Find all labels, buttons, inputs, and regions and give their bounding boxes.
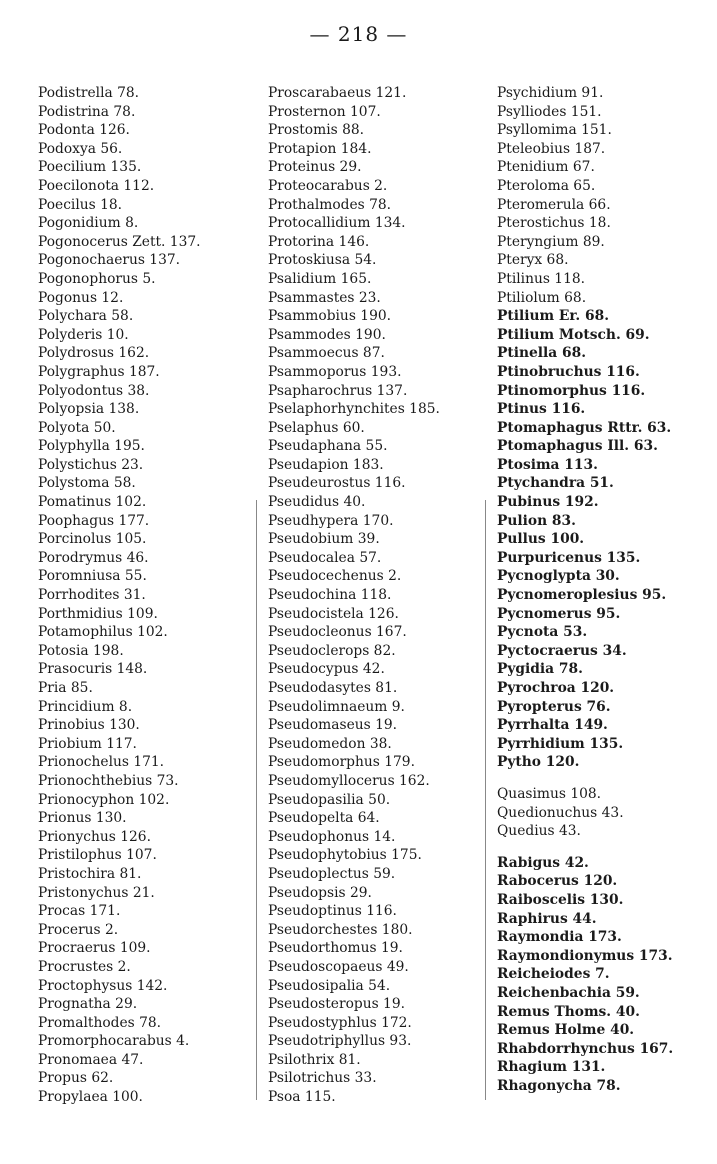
index-entry: Pronomaea 47.	[38, 1051, 144, 1068]
section-gap	[497, 841, 673, 854]
index-entry: Pseudomyllocerus 162.	[268, 772, 430, 789]
index-entry: Pseudoptinus 116.	[268, 903, 397, 920]
index-entry: Protapion 184.	[268, 140, 372, 157]
index-entry: Pteryngium 89.	[497, 233, 605, 250]
index-entry: Pseudoscopaeus 49.	[268, 958, 409, 975]
index-entry: Pseudochina 118.	[268, 587, 392, 604]
index-entry: Pselaphorhynchites 185.	[268, 401, 440, 418]
index-entry: Ptychandra 51.	[497, 475, 614, 492]
index-entry: Quasimus 108.	[497, 785, 602, 802]
index-entry: Promorphocarabus 4.	[38, 1033, 190, 1050]
index-entry: Porcinolus 105.	[38, 531, 147, 548]
index-entry: Prionocyphon 102.	[38, 791, 170, 808]
index-entry: Pulion 83.	[497, 512, 576, 529]
index-entry: Rhagonycha 78.	[497, 1077, 621, 1094]
index-entry: Pyrrhidium 135.	[497, 735, 624, 752]
index-entry: Ptinobruchus 116.	[497, 363, 640, 380]
index-entry: Pseudeurostus 116.	[268, 475, 406, 492]
index-entry: Pogonophorus 5.	[38, 270, 156, 287]
index-entry: Podistrella 78.	[38, 85, 140, 101]
index-entry: Ptilinus 118.	[497, 270, 586, 287]
index-entry: Polydrosus 162.	[38, 345, 150, 362]
index-entry: Polyopsia 138.	[38, 401, 140, 418]
index-entry: Podistrina 78.	[38, 103, 136, 120]
index-column-3	[497, 84, 673, 1095]
index-entry: Princidium 8.	[38, 698, 133, 715]
index-entry: Psammastes 23.	[268, 289, 381, 306]
index-entry: Pristonychus 21.	[38, 884, 155, 901]
index-entry: Pseudosipalia 54.	[268, 977, 391, 994]
index-entry: Psychidium 91.	[497, 85, 604, 101]
index-entry: Pristilophus 107.	[38, 847, 157, 864]
index-entry: Pseudosteropus 19.	[268, 996, 405, 1013]
index-entry: Propylaea 100.	[38, 1089, 143, 1106]
index-entry: Pseudocleonus 167.	[268, 624, 407, 641]
index-entry: Rhabdorrhynchus 167.	[497, 1040, 674, 1057]
index-entry: Priobium 117.	[38, 735, 137, 752]
index-entry: Pseudomaseus 19.	[268, 717, 398, 734]
index-entry: Pseudomedon 38.	[268, 735, 392, 752]
index-entry: Prionus 130.	[38, 810, 127, 827]
index-entry: Psalidium 165.	[268, 270, 372, 287]
index-entry: Pteryx 68.	[497, 252, 569, 269]
index-entry: Pseudocistela 126.	[268, 605, 399, 622]
index-entry: Quedius 43.	[497, 823, 581, 840]
index-entry: Rabocerus 120.	[497, 873, 618, 890]
index-entry: Quedionuchus 43.	[497, 804, 624, 821]
index-entry: Promalthodes 78.	[38, 1014, 162, 1031]
index-entry: Pseudopelta 64.	[268, 810, 380, 827]
index-entry: Polyota 50.	[38, 419, 116, 436]
index-entry: Pycnomeroplesius 95.	[497, 587, 667, 604]
index-entry: Prosternon 107.	[268, 103, 381, 120]
index-entry: Pteromerula 66.	[497, 196, 611, 213]
index-entry: Porodrymus 46.	[38, 549, 149, 566]
index-entry: Pteroloma 65.	[497, 177, 596, 194]
index-entry: Proteinus 29.	[268, 159, 362, 176]
index-entry: Ptinus 116.	[497, 401, 586, 418]
column-divider	[485, 500, 486, 1100]
index-entry: Pogonochaerus 137.	[38, 252, 181, 269]
index-entry: Pseudocechenus 2.	[268, 568, 402, 585]
index-entry: Pristochira 81.	[38, 865, 142, 882]
index-entry: Psapharochrus 137.	[268, 382, 408, 399]
index-entry: Prinobius 130.	[38, 717, 140, 734]
index-entry: Psyllomima 151.	[497, 122, 612, 139]
column-divider	[256, 500, 257, 1100]
index-entry: Ptinella 68.	[497, 345, 587, 362]
index-entry: Poromniusa 55.	[38, 568, 147, 585]
index-entry: Psylliodes 151.	[497, 103, 602, 120]
index-entry: Pseudoclerops 82.	[268, 642, 396, 659]
index-entry: Pseudidus 40.	[268, 494, 366, 511]
index-entry: Polystichus 23.	[38, 456, 144, 473]
index-entry: Proteocarabus 2.	[268, 177, 388, 194]
index-entry: Pseudotriphyllus 93.	[268, 1033, 412, 1050]
index-entry: Pseudhypera 170.	[268, 512, 394, 529]
index-entry: Proctophysus 142.	[38, 977, 168, 994]
index-entry: Pterostichus 18.	[497, 215, 611, 232]
index-entry: Propus 62.	[38, 1070, 114, 1087]
index-entry: Remus Thoms. 40.	[497, 1003, 640, 1020]
index-entry: Pycnomerus 95.	[497, 605, 621, 622]
index-entry: Polystoma 58.	[38, 475, 136, 492]
index-entry: Protocallidium 134.	[268, 215, 406, 232]
index-entry: Raphirus 44.	[497, 910, 597, 927]
index-column-1	[38, 84, 201, 1107]
index-entry: Reicheiodes 7.	[497, 966, 610, 983]
index-entry: Protorina 146.	[268, 233, 370, 250]
index-entry: Prionychus 126.	[38, 828, 151, 845]
section-gap	[497, 772, 673, 785]
index-entry: Pyropterus 76.	[497, 698, 611, 715]
index-entry: Prothalmodes 78.	[268, 196, 392, 213]
index-entry: Proscarabaeus 121.	[268, 85, 407, 101]
index-entry: Pubinus 192.	[497, 494, 599, 511]
index-entry: Ptosima 113.	[497, 456, 598, 473]
index-entry: Pycnota 53.	[497, 624, 588, 641]
index-entry: Psammoporus 193.	[268, 363, 402, 380]
index-entry: Poophagus 177.	[38, 512, 150, 529]
index-entry: Pseudorthomus 19.	[268, 940, 403, 957]
index-entry: Podoxya 56.	[38, 140, 123, 157]
index-entry: Psilotrichus 33.	[268, 1070, 377, 1087]
index-entry: Pytho 120.	[497, 754, 580, 771]
index-entry: Poecilonota 112.	[38, 177, 155, 194]
index-entry: Polyphylla 195.	[38, 438, 145, 455]
index-entry: Psoa 115.	[268, 1089, 336, 1106]
index-entry: Ptilium Motsch. 69.	[497, 326, 650, 343]
index-entry: Raiboscelis 130.	[497, 891, 624, 908]
index-entry: Ptinomorphus 116.	[497, 382, 646, 399]
index-entry: Pselaphus 60.	[268, 419, 365, 436]
index-entry: Pseudophonus 14.	[268, 828, 396, 845]
index-entry: Pseudolimnaeum 9.	[268, 698, 405, 715]
index-entry: Pseudocalea 57.	[268, 549, 382, 566]
index-entry: Pullus 100.	[497, 531, 585, 548]
index-entry: Psilothrix 81.	[268, 1051, 361, 1068]
index-entry: Pseudostyphlus 172.	[268, 1014, 412, 1031]
index-entry: Remus Holme 40.	[497, 1022, 635, 1039]
index-entry: Pogonocerus Zett. 137.	[38, 233, 201, 250]
index-entry: Pomatinus 102.	[38, 494, 147, 511]
index-entry: Ptenidium 67.	[497, 159, 595, 176]
index-entry: Pycnoglypta 30.	[497, 568, 620, 585]
index-entry: Pseudocypus 42.	[268, 661, 385, 678]
index-entry: Rabigus 42.	[497, 854, 589, 871]
index-entry: Purpuricenus 135.	[497, 549, 641, 566]
index-entry: Pseudobium 39.	[268, 531, 380, 548]
index-entry: Procas 171.	[38, 903, 121, 920]
index-entry: Pseudapion 183.	[268, 456, 384, 473]
page-number: — 218 —	[309, 22, 408, 46]
index-entry: Procerus 2.	[38, 921, 119, 938]
index-entry: Prionochelus 171.	[38, 754, 165, 771]
index-entry: Protoskiusa 54.	[268, 252, 377, 269]
index-entry: Psammobius 190.	[268, 308, 392, 325]
index-entry: Pseudomorphus 179.	[268, 754, 415, 771]
index-entry: Prognatha 29.	[38, 996, 138, 1013]
index-entry: Pyrochroa 120.	[497, 680, 615, 696]
index-entry: Pseudorchestes 180.	[268, 921, 413, 938]
index-entry: Pyctocraerus 34.	[497, 642, 627, 659]
index-entry: Pseudoplectus 59.	[268, 865, 396, 882]
index-entry: Pria 85.	[38, 680, 93, 696]
index-entry: Reichenbachia 59.	[497, 984, 640, 1001]
index-entry: Ptiliolum 68.	[497, 289, 587, 306]
index-column-2	[268, 84, 440, 1107]
index-entry: Poecilium 135.	[38, 159, 142, 176]
index-entry: Ptomaphagus Ill. 63.	[497, 438, 658, 455]
index-entry: Rhagium 131.	[497, 1059, 606, 1076]
index-entry: Pseudaphana 55.	[268, 438, 388, 455]
index-entry: Polychara 58.	[38, 308, 134, 325]
index-entry: Raymondionymus 173.	[497, 947, 673, 964]
index-entry: Pseudophytobius 175.	[268, 847, 422, 864]
index-entry: Porthmidius 109.	[38, 605, 158, 622]
index-entry: Pygidia 78.	[497, 661, 583, 678]
index-entry: Psammodes 190.	[268, 326, 386, 343]
index-entry: Raymondia 173.	[497, 929, 622, 946]
index-entry: Podonta 126.	[38, 122, 130, 139]
index-entry: Prostomis 88.	[268, 122, 365, 139]
index-entry: Pogonus 12.	[38, 289, 124, 306]
index-entry: Pseudopasilia 50.	[268, 791, 391, 808]
index-entry: Ptomaphagus Rttr. 63.	[497, 419, 672, 436]
index-entry: Polygraphus 187.	[38, 363, 160, 380]
index-entry: Pteleobius 187.	[497, 140, 606, 157]
index-entry: Polyderis 10.	[38, 326, 129, 343]
index-entry: Pseudodasytes 81.	[268, 680, 398, 696]
index-entry: Prionochthebius 73.	[38, 772, 179, 789]
index-entry: Prasocuris 148.	[38, 661, 148, 678]
index-entry: Pogonidium 8.	[38, 215, 139, 232]
index-entry: Poecilus 18.	[38, 196, 123, 213]
index-entry: Porrhodites 31.	[38, 587, 146, 604]
index-entry: Potamophilus 102.	[38, 624, 168, 641]
index-entry: Potosia 198.	[38, 642, 124, 659]
index-entry: Polyodontus 38.	[38, 382, 150, 399]
index-entry: Pseudopsis 29.	[268, 884, 372, 901]
index-entry: Procraerus 109.	[38, 940, 151, 957]
index-entry: Psammoecus 87.	[268, 345, 385, 362]
index-entry: Pyrrhalta 149.	[497, 717, 608, 734]
index-entry: Ptilium Er. 68.	[497, 308, 610, 325]
index-entry: Procrustes 2.	[38, 958, 131, 975]
